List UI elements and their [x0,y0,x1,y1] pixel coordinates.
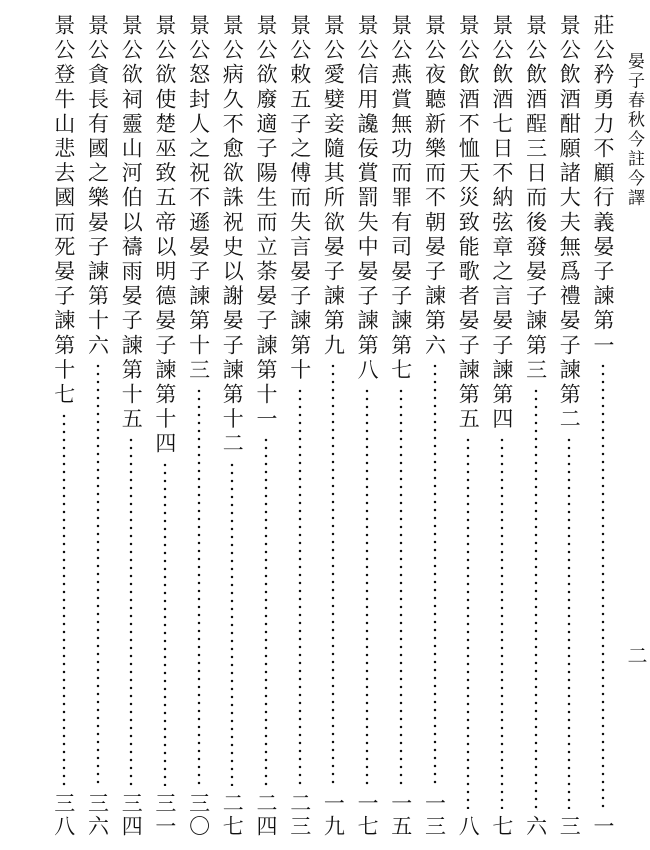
toc-entry [589,14,617,838]
dot-leader [197,387,201,786]
toc-entry-title: 景公夜聽新樂而不朝晏子諫第六 [422,14,447,359]
toc-entry [555,14,583,838]
dot-leader [601,362,605,809]
dot-leader [230,461,234,786]
toc-entry-title: 景公貪長有國之樂晏子諫第十六 [85,14,110,359]
dot-leader [264,436,268,786]
toc-entry-title: 景公燕賞無功而罪有司晏子諫第七 [388,14,413,383]
toc-entry [353,14,381,838]
toc-entry-title: 景公欲祠靈山河伯以禱雨晏子諫第十五 [119,14,144,433]
toc-entry [488,14,516,838]
dot-leader [298,387,302,786]
dot-leader [466,436,470,809]
dot-leader [62,412,66,786]
toc-entry-page: 八 [456,815,481,838]
toc-entry-title: 景公飲酒七日不納弦章之言晏子諫第四 [489,14,514,433]
toc-entry-title: 景公飲酒酣願諸大夫無爲禮晏子諫第二 [557,14,582,433]
toc-entry [84,14,112,838]
toc-entry-title: 景公愛嬖妾隨其所欲晏子諫第九 [321,14,346,359]
toc-entry-page: 三〇 [186,792,211,838]
toc-entry-page: 三六 [85,792,110,838]
toc-entry-title: 景公欲廢適子陽生而立荼晏子諫第十一 [254,14,278,433]
dot-leader [163,461,167,786]
toc-entry-title: 景公登牛山悲去國而死晏子諫第十七 [51,14,76,408]
toc-entry-page: 三一 [152,792,177,838]
toc-entry-page: 二四 [254,792,278,838]
toc-entry-page: 一三 [422,792,447,838]
toc-entry-page: 三四 [119,792,144,838]
dot-leader [534,387,538,809]
toc-entry-page: 七 [489,815,514,838]
toc-entry [50,14,78,838]
toc-entry-title: 景公欲使楚巫致五帝以明德晏子諫第十四 [152,14,177,457]
toc-entry [387,14,415,838]
toc-entry [454,14,482,838]
toc-entry [522,14,550,838]
dot-leader [129,436,133,786]
toc-entry-title: 景公飲酒不恤天災致能歌者晏子諫第五 [456,14,481,433]
toc-entry [185,14,213,838]
toc-entry [286,14,314,838]
toc-entry-title: 景公病久不愈欲誅祝史以謝晏子諫第十二 [220,14,245,457]
toc-entry-page: 三八 [51,792,76,838]
running-title: 晏子春秋今註今譯 [624,52,644,208]
dot-leader [433,362,437,786]
toc-entry-page: 二七 [220,792,245,838]
toc-entry-title: 景公敕五子之傅而失言晏子諫第十 [287,14,312,383]
toc-entry [421,14,449,838]
toc-entry-title: 景公飲酒酲三日而後發晏子諫第三 [523,14,548,383]
dot-leader [365,387,369,786]
toc-entry [319,14,347,838]
dot-leader [399,387,403,786]
toc-entry-page: 一五 [388,792,413,838]
toc-entry-title: 景公怒封人之祝不遜晏子諫第十三 [186,14,211,383]
toc-entry [252,14,280,838]
toc-entry-page: 一九 [321,792,346,838]
toc-entry [117,14,145,838]
toc-entry [218,14,246,838]
toc-entry-page: 二三 [287,792,312,838]
toc-entry-page: 一七 [355,792,380,838]
toc-entry-page: 六 [523,815,548,838]
toc-entry-title: 莊公矜勇力不顧行義晏子諫第一 [591,14,615,359]
dot-leader [567,436,571,809]
dot-leader [96,362,100,786]
toc-entry-page: 一 [591,815,615,838]
page-number: 二 [624,645,648,665]
dot-leader [331,362,335,786]
dot-leader [500,436,504,809]
toc-entry [151,14,179,838]
toc-entry-title: 景公信用讒佞賞罰失中晏子諫第八 [355,14,380,383]
toc-entry-page: 三 [557,815,582,838]
